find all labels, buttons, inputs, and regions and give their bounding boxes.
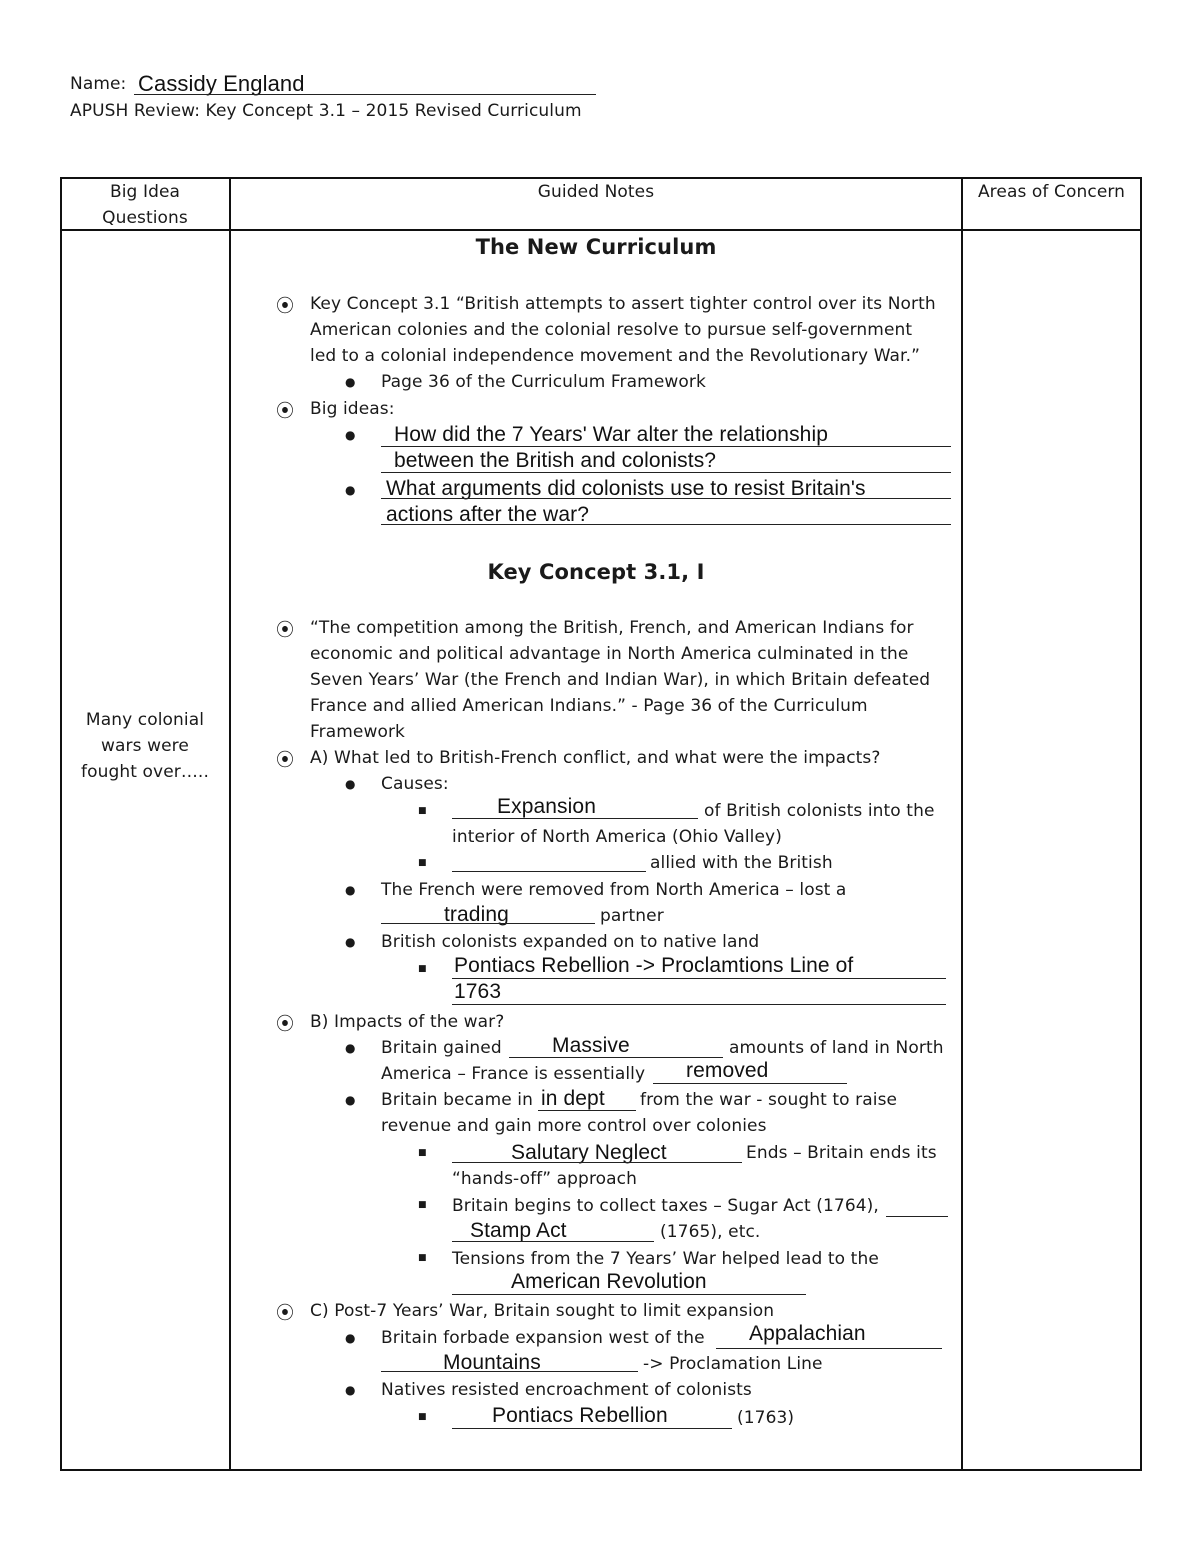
note-line: of British colonists into the	[704, 801, 935, 821]
answer-underline	[452, 1241, 654, 1242]
answer-text[interactable]: between the British and colonists?	[394, 449, 717, 472]
note-line: economic and political advantage in North America culminated in the	[310, 644, 909, 664]
note-line: Britain became in	[381, 1090, 533, 1110]
answer-underline	[886, 1216, 948, 1217]
note-line: Ends – Britain ends its	[746, 1143, 937, 1163]
answer-underline	[381, 524, 951, 525]
answer-underline	[653, 1083, 847, 1084]
note-line: Britain gained	[381, 1038, 502, 1058]
answer-underline	[509, 1057, 723, 1058]
answer-text[interactable]: in dept	[541, 1087, 605, 1110]
note-line: American colonies and the colonial resolve to pursue self-government	[310, 320, 913, 340]
bullet-icon: ●	[345, 883, 356, 897]
square-bullet-icon: ■	[418, 964, 427, 974]
note-line: Natives resisted encroachment of colonists	[381, 1380, 752, 1400]
note-line: -> Proclamation Line	[643, 1354, 823, 1374]
bullet-icon: ●	[345, 1383, 356, 1397]
note-line: revenue and gain more control over colonies	[381, 1116, 767, 1136]
answer-text[interactable]: Salutary Neglect	[511, 1141, 667, 1164]
answer-underline	[452, 1428, 732, 1429]
answer-text[interactable]: actions after the war?	[386, 503, 589, 526]
answer-text[interactable]: removed	[686, 1059, 769, 1082]
answer-text[interactable]: How did the 7 Years' War alter the relationship	[394, 423, 828, 446]
answer-underline	[538, 1110, 636, 1111]
answer-underline	[381, 472, 951, 473]
note-line: A) What led to British-French conflict, and what were the impacts?	[310, 748, 881, 768]
column-header-areas-of-concern: Areas of Concern	[977, 182, 1126, 202]
square-bullet-icon: ■	[418, 806, 427, 816]
note-line: Key Concept 3.1 “British attempts to assert tighter control over its North	[310, 294, 936, 314]
note-line: Causes:	[381, 774, 449, 794]
note-line: The French were removed from North America – lost a	[381, 880, 847, 900]
answer-text[interactable]: 1763	[454, 980, 502, 1003]
column-divider-1	[229, 177, 231, 1471]
answer-text[interactable]: What arguments did colonists use to resist Britain's	[386, 477, 866, 500]
square-bullet-icon: ■	[418, 858, 427, 868]
answer-text[interactable]: Pontiacs Rebellion -> Proclamtions Line of	[454, 954, 854, 977]
answer-text[interactable]: Expansion	[497, 795, 596, 818]
bullet-icon: ●	[345, 375, 356, 389]
answer-underline	[381, 446, 951, 447]
answer-underline	[716, 1348, 942, 1349]
answer-underline	[381, 1371, 638, 1372]
note-line: “The competition among the British, French, and American Indians for	[310, 618, 914, 638]
answer-underline	[452, 978, 946, 979]
name-value[interactable]: Cassidy England	[138, 71, 305, 96]
note-line: interior of North America (Ohio Valley)	[452, 827, 782, 847]
answer-text[interactable]: Massive	[552, 1034, 630, 1057]
name-label: Name:	[70, 74, 127, 94]
big-idea-question: Many colonial wars were fought over…..	[81, 710, 209, 782]
bullet-icon: ●	[345, 483, 356, 497]
answer-underline	[452, 871, 646, 872]
note-line: (1763)	[737, 1408, 795, 1428]
worksheet-subtitle: APUSH Review: Key Concept 3.1 – 2015 Revised Curriculum	[70, 101, 582, 121]
note-line: Britain forbade expansion west of the	[381, 1328, 705, 1348]
name-underline	[134, 94, 596, 95]
target-bullet-icon: ⦿	[276, 296, 295, 317]
answer-text[interactable]: Pontiacs Rebellion	[492, 1404, 668, 1427]
note-line: B) Impacts of the war?	[310, 1012, 505, 1032]
note-line: led to a colonial independence movement and the Revolutionary War.”	[310, 346, 921, 366]
answer-underline	[452, 1004, 946, 1005]
square-bullet-icon: ■	[418, 1148, 427, 1158]
bullet-icon: ●	[345, 935, 356, 949]
bullet-icon: ●	[345, 1331, 356, 1345]
column-header-big-idea: Big Idea Questions	[102, 182, 188, 228]
column-divider-2	[961, 177, 963, 1471]
square-bullet-icon: ■	[418, 1253, 427, 1263]
section-title-new-curriculum: The New Curriculum	[475, 235, 717, 259]
note-line: Big ideas:	[310, 399, 395, 419]
bullet-icon: ●	[345, 1093, 356, 1107]
note-line: allied with the British	[650, 853, 833, 873]
bullet-icon: ●	[345, 1041, 356, 1055]
note-line: (1765), etc.	[660, 1222, 761, 1242]
note-line: Seven Years’ War (the French and Indian War), in which Britain defeated	[310, 670, 931, 690]
square-bullet-icon: ■	[418, 1412, 427, 1422]
target-bullet-icon: ⦿	[276, 620, 295, 641]
note-line: Tensions from the 7 Years’ War helped lead to the	[452, 1249, 879, 1269]
note-line: Framework	[310, 722, 406, 742]
answer-underline	[381, 498, 951, 499]
note-line: France and allied American Indians.” - Page 36 of the Curriculum	[310, 696, 868, 716]
note-line: “hands-off” approach	[452, 1169, 638, 1189]
target-bullet-icon: ⦿	[276, 401, 295, 422]
note-line: Page 36 of the Curriculum Framework	[381, 372, 706, 392]
note-line: Britain begins to collect taxes – Sugar Act (1764),	[452, 1196, 879, 1216]
square-bullet-icon: ■	[418, 1200, 427, 1210]
answer-underline	[452, 818, 698, 819]
note-line: America – France is essentially	[381, 1064, 646, 1084]
note-line: British colonists expanded on to native land	[381, 932, 760, 952]
answer-text[interactable]: trading	[444, 903, 509, 926]
answer-text[interactable]: Stamp Act	[470, 1219, 567, 1242]
note-line: amounts of land in North	[729, 1038, 944, 1058]
section-title-key-concept: Key Concept 3.1, I	[487, 560, 705, 584]
answer-text[interactable]: American Revolution	[511, 1270, 707, 1293]
bullet-icon: ●	[345, 777, 356, 791]
target-bullet-icon: ⦿	[276, 1303, 295, 1324]
target-bullet-icon: ⦿	[276, 1014, 295, 1035]
note-line: partner	[600, 906, 664, 926]
answer-text[interactable]: Appalachian	[749, 1322, 866, 1345]
note-line: from the war - sought to raise	[640, 1090, 898, 1110]
answer-underline	[452, 1162, 742, 1163]
bullet-icon: ●	[345, 428, 356, 442]
column-header-guided-notes: Guided Notes	[537, 182, 655, 202]
target-bullet-icon: ⦿	[276, 750, 295, 771]
answer-underline	[452, 1294, 806, 1295]
answer-text[interactable]: Mountains	[443, 1351, 541, 1374]
note-line: C) Post-7 Years’ War, Britain sought to limit expansion	[310, 1301, 775, 1321]
answer-underline	[381, 923, 595, 924]
